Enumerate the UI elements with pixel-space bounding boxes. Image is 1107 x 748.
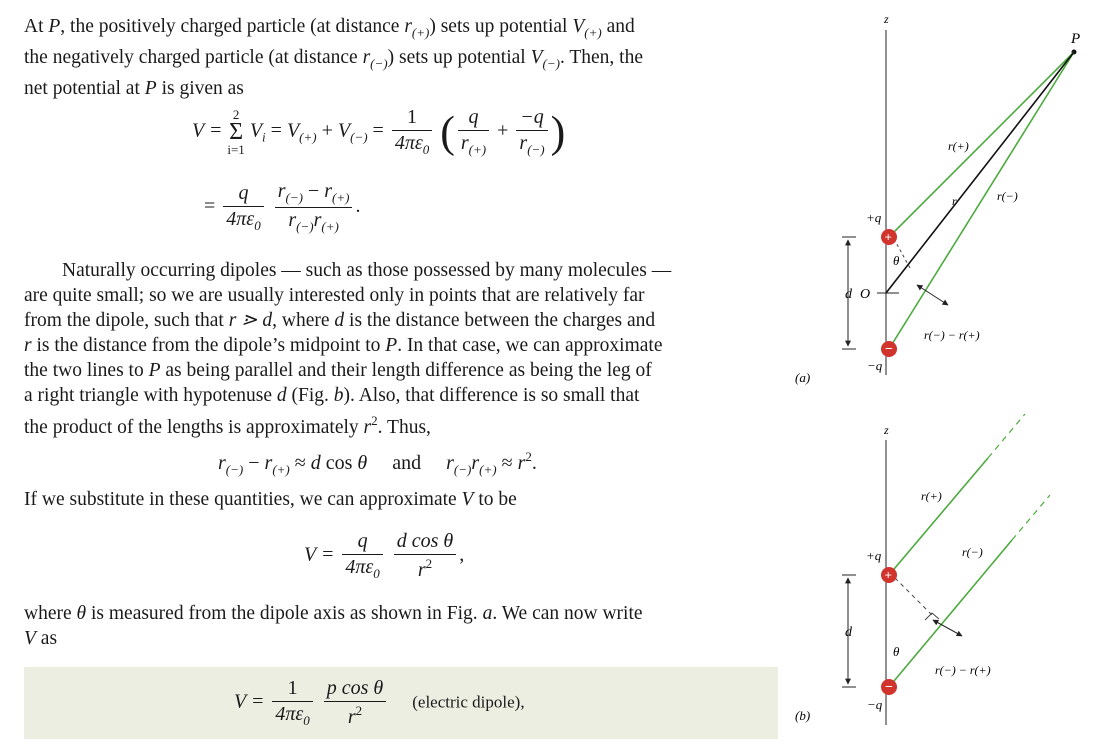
diff-dim-a: [917, 285, 948, 305]
summation: 2 Σ i=1: [227, 107, 245, 157]
perp-dash-b: [895, 578, 932, 615]
z-label-a: z: [884, 12, 889, 26]
r-minus-label-a: r(−): [997, 189, 1018, 203]
figure-b: [795, 414, 1050, 725]
d-label-a: d: [845, 287, 852, 302]
r-minus-label-b: r(−): [962, 545, 983, 559]
equation-approx-v: V = $\frac{q}{4\pi\varepsilon_0}$ $\frac{\text{d cos θ}}{r^2}$ ,: [304, 530, 465, 581]
diff-label-b: r(−) − r(+): [935, 663, 991, 677]
equation-net-potential: V = 2 Σ i=1 $V_i = V_{(+)} + V_{(-)}$ = $\frac{1}{4\pi\varepsilon_0}$ ( $\frac{q}{r_{(+)}}$ + $\frac{-q}{r_{(-)}}$ ): [192, 106, 566, 157]
equation-electric-dipole: V = $\frac{1}{4\pi\varepsilon_0}$ $\frac{\text{p cos θ}}{r^2}$ (electric dipole),: [234, 677, 525, 728]
svg-text:−: −: [885, 342, 893, 357]
caption-a: (a): [795, 370, 811, 385]
minus-q-label-b: −q: [867, 697, 883, 712]
point-p-label: P: [1071, 31, 1081, 47]
z-label-b: z: [884, 423, 889, 437]
paragraph-theta: where θ is measured from the dipole axis as shown in Fig. a. We can now write V as: [24, 603, 643, 649]
diff-label-a: r(−) − r(+): [924, 328, 980, 342]
svg-text:+: +: [884, 229, 892, 245]
line-r-plus-a: [889, 52, 1074, 237]
equation-approximations: $r_{(-)} - r_{(+)} \approx d$ cos θ and $r_{(-)}r_{(+)} \approx r^2$.: [218, 449, 537, 477]
paragraph-dipole-approx: Naturally occurring dipoles — such as those possessed by many molecules — are quite small; so we are usually interested only in points that are relatively far from the dipole, such that r ⋗ d, where d is the distance between the charges and r is the distance from the dipole’s midpoint to P. In that case, we can approximate the two lines to P as being parallel and their length difference as being the leg of a right triangle with hypotenuse d (Fig. b). Also, that difference is so small that the product of the lengths is approximately $r^2$. Thus,: [24, 260, 672, 438]
caption-b: (b): [795, 708, 811, 723]
dipole-figure: [777, 0, 1107, 748]
equation-simplified: = $\frac{q}{4\pi\varepsilon_0}$ $\frac{r_{(-)} - r_{(+)}}{r_{(-)}r_{(+)}}$ .: [204, 180, 361, 234]
paragraph-substitute: If we substitute in these quantities, we can approximate V to be: [24, 489, 517, 510]
o-label: O: [860, 287, 871, 302]
line-r-minus-a: [889, 52, 1074, 349]
d-label-b: d: [845, 625, 852, 640]
plus-q-label-b: +q: [866, 548, 882, 563]
theta-label-a: θ: [893, 253, 900, 268]
paragraph-intro: At P, the positively charged particle (at distance $r_{(+)}$) sets up potential $V_{(+)}$ and the negatively charged particle (at distance $r_{(-)}$) sets up potential $V_{(-)}$. Then, the net potential at P is given as: [24, 16, 643, 99]
minus-q-label-a: −q: [867, 358, 883, 373]
theta-label-b: θ: [893, 644, 900, 659]
figure-a: [795, 12, 1080, 385]
right-angle-mark: [925, 613, 939, 620]
r-label-a: r: [952, 194, 957, 208]
svg-text:−: −: [885, 680, 893, 695]
r-plus-label-a: r(+): [948, 139, 969, 153]
line-r-a: [886, 52, 1074, 293]
r-plus-label-b: r(+): [921, 489, 942, 503]
svg-text:+: +: [884, 567, 892, 583]
plus-q-label-a: +q: [866, 210, 882, 225]
